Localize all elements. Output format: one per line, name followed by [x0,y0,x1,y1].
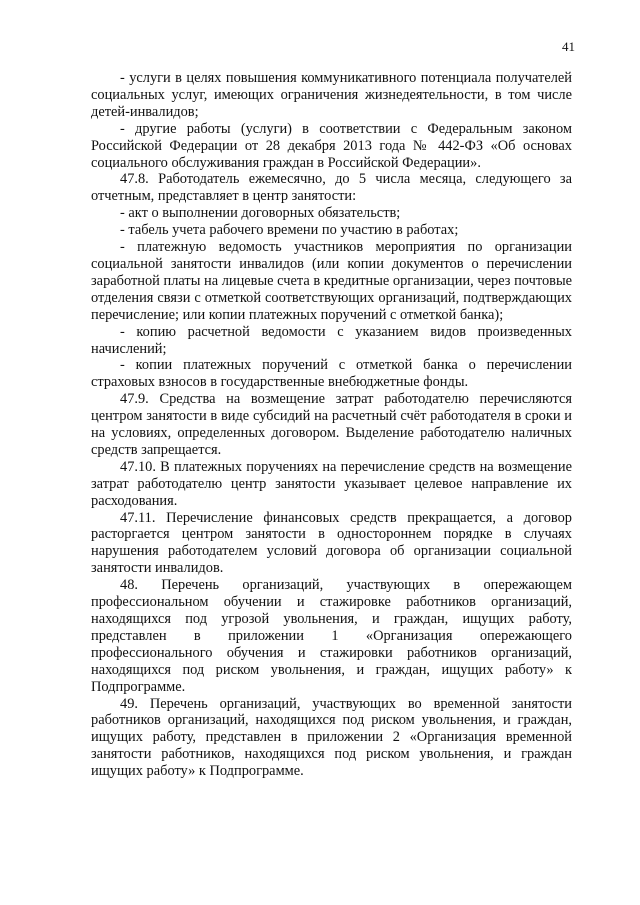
list-item-payment-orders: - копии платежных поручений с отметкой банка о перечислении страховых взносов в государственные внебюджетные фонды. [91,357,572,391]
document-body [91,70,572,780]
paragraph-47-10: 47.10. В платежных поручениях на перечисление средств на возмещение затрат работодателю центр занятости указывает целевое направление их расходования. [91,458,572,509]
page-number: 41 [562,39,575,54]
paragraph-47-9: 47.9. Средства на возмещение затрат работодателю перечисляются центром занятости в виде субсидий на расчетный счёт работодателя в сроки и на условиях, определенных договором. Выделение работодателю наличных средств запрещается. [91,391,572,458]
paragraph-other-works: - другие работы (услуги) в соответствии с Федеральным законом Российской Федерации от 28 декабря 2013 года № 442-ФЗ «Об основах социального обслуживания граждан в Российской Федерации». [91,120,572,171]
list-item-settlement-sheet: - копию расчетной ведомости с указанием видов произведенных начислений; [91,323,572,357]
list-item-payroll: - платежную ведомость участников мероприятия по организации социальной занятости инвалидов (или копии документов о перечислении заработной платы на лицевые счета в кредитные организации, через почтовые отделения связи с отметкой соответствующих организаций, подтверждающих перечисление; или копии платежных поручений с отметкой банка); [91,239,572,323]
paragraph-services-communicative: - услуги в целях повышения коммуникативного потенциала получателей социальных услуг, имеющих ограничения жизнедеятельности, в том числе детей-инвалидов; [91,70,572,120]
list-item-timesheet: - табель учета рабочего времени по участию в работах; [120,222,459,239]
list-item-act: - акт о выполнении договорных обязательств; [120,205,401,222]
paragraph-48: 48. Перечень организаций, участвующих в опережающем профессиональном обучении и стажировке работников организаций, находящихся под угрозой увольнения, и граждан, ищущих работу, представлен в приложении 1 «Организация опережающего профессионального обучения и стажировки работников организаций, находящихся под риском увольнения, и граждан, ищущих работу» к Подпрограмме. [91,577,572,695]
paragraph-47-8: 47.8. Работодатель ежемесячно, до 5 числа месяца, следующего за отчетным, представляет в центр занятости: [91,171,572,205]
paragraph-47-11: 47.11. Перечисление финансовых средств прекращается, а договор расторгается центром занятости в одностороннем порядке в случаях нарушения работодателем условий договора об организации социальной занятости инвалидов. [91,509,572,577]
paragraph-49: 49. Перечень организаций, участвующих во временной занятости работников организаций, находящихся под риском увольнения, и граждан, ищущих работу, представлен в приложении 2 «Организация временной занятости работников, находящихся под риском увольнения, и граждан ищущих работу» к Подпрограмме. [91,695,572,780]
